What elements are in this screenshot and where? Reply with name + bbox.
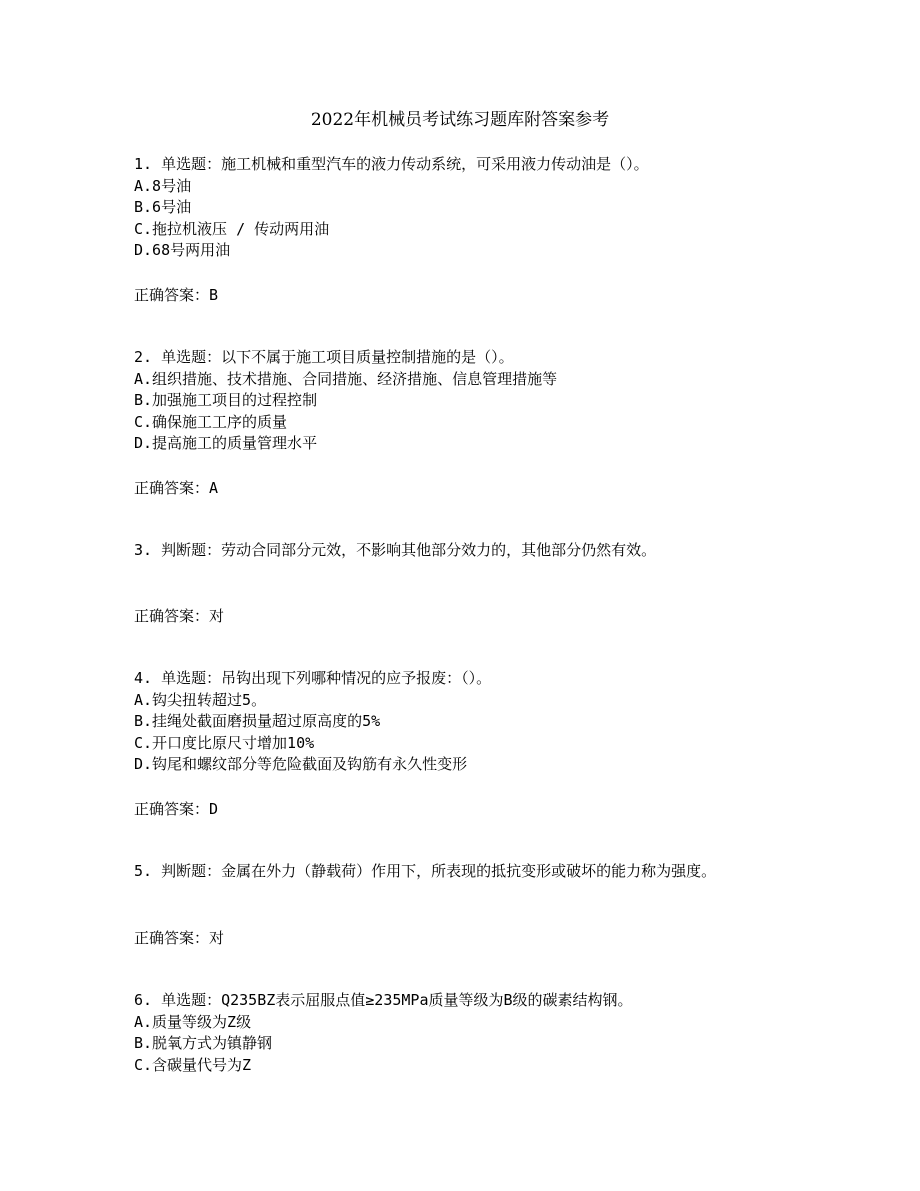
- option-d: D.钩尾和螺纹部分等危险截面及钩筋有永久性变形: [134, 755, 468, 773]
- answer-value: D: [209, 800, 219, 818]
- answer-value: A: [209, 479, 219, 497]
- question-4: [134, 668, 894, 776]
- question-stem: 3. 判断题：劳动合同部分元效，不影响其他部分效力的，其他部分仍然有效。: [134, 541, 657, 559]
- question-stem: 4. 单选题：吊钩出现下列哪种情况的应予报废：（）。: [134, 669, 492, 687]
- option-d: D.68号两用油: [134, 241, 231, 259]
- question-5: [134, 861, 894, 883]
- option-c: C.拖拉机液压 / 传动两用油: [134, 219, 330, 238]
- question-stem: 2. 单选题：以下不属于施工项目质量控制措施的是（）。: [134, 348, 514, 366]
- option-a: A.组织措施、技术措施、合同措施、经济措施、信息管理措施等: [134, 369, 558, 388]
- option-c: C.确保施工工序的质量: [134, 412, 288, 431]
- answer-value: B: [209, 286, 219, 304]
- question-stem: 1. 单选题：施工机械和重型汽车的液力传动系统，可采用液力传动油是（）。: [134, 155, 649, 173]
- question-1: [134, 154, 894, 262]
- answer-label: 正确答案：: [134, 800, 210, 818]
- answer-line-2: [134, 477, 894, 499]
- option-b: B.脱氧方式为镇静钢: [134, 1034, 273, 1052]
- option-c: C.开口度比原尺寸增加10%: [134, 733, 315, 752]
- answer-label: 正确答案：: [134, 479, 210, 497]
- answer-line-4: [134, 798, 894, 820]
- question-2: [134, 347, 894, 455]
- option-b: B.加强施工项目的过程控制: [134, 391, 318, 409]
- answer-line-1: [134, 284, 894, 306]
- option-c: C.含碳量代号为Z: [134, 1055, 252, 1074]
- question-stem: 6. 单选题：Q235BZ表示屈服点值≥235MPa质量等级为B级的碳素结构钢。: [134, 991, 633, 1009]
- answer-label: 正确答案：: [134, 607, 210, 625]
- option-b: B.挂绳处截面磨损量超过原高度的5%: [134, 712, 381, 730]
- answer-label: 正确答案：: [134, 286, 210, 304]
- option-a: A.8号油: [134, 176, 192, 195]
- question-stem: 5. 判断题：金属在外力（静载荷）作用下，所表现的抵抗变形或破坏的能力称为强度。: [134, 862, 717, 880]
- answer-label: 正确答案：: [134, 929, 210, 947]
- answer-value: 对: [209, 929, 225, 947]
- option-a: A.质量等级为Z级: [134, 1012, 252, 1031]
- answer-line-5: [134, 927, 894, 949]
- question-6: [134, 990, 894, 1076]
- option-d: D.提高施工的质量管理水平: [134, 434, 318, 452]
- option-a: A.钩尖扭转超过5。: [134, 690, 267, 709]
- option-b: B.6号油: [134, 198, 192, 216]
- answer-line-3: [134, 605, 894, 627]
- document-title: 2022年机械员考试练习题库附答案参考: [310, 110, 610, 130]
- answer-value: 对: [209, 607, 225, 625]
- question-3: [134, 540, 894, 562]
